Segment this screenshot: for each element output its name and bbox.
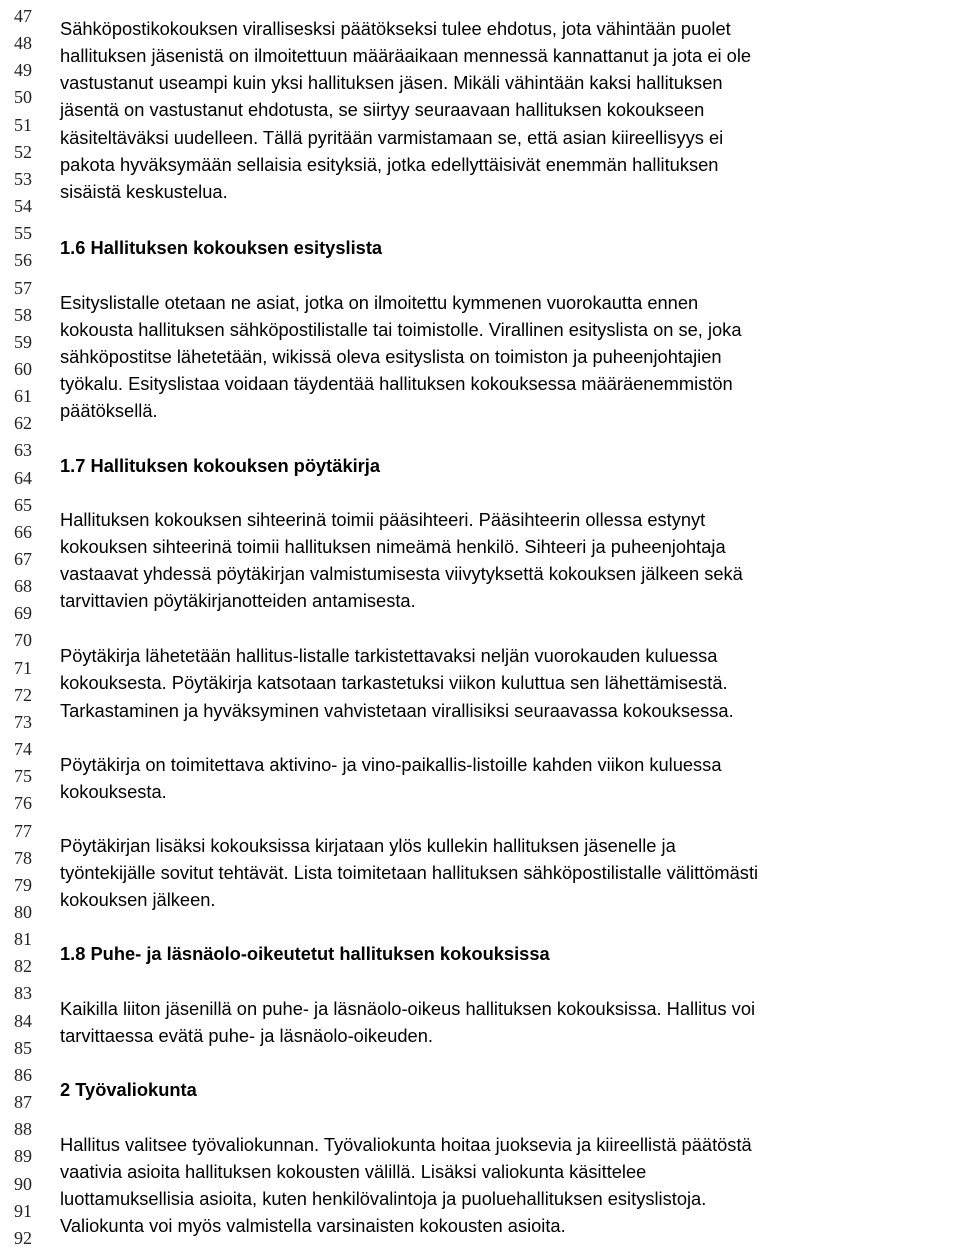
line-number: 73 — [14, 711, 32, 732]
text-line: vaativia asioita hallituksen kokousten välillä. Lisäksi valiokunta käsittelee — [60, 1161, 647, 1182]
line-number: 53 — [14, 168, 32, 189]
line-number: 55 — [14, 223, 32, 244]
line-number: 65 — [14, 494, 32, 515]
text-line: jäsentä on vastustanut ehdotusta, se siirtyy seuraavaan hallituksen kokoukseen — [60, 99, 705, 120]
text-line: Hallituksen kokouksen sihteerinä toimii pääsihteeri. Pääsihteerin ollessa estynyt — [60, 509, 706, 530]
line-number: 66 — [14, 521, 32, 542]
text-line: Pöytäkirja on toimitettava aktivino- ja vino-paikallis-listoille kahden viikon kuluessa — [60, 754, 722, 775]
text-line: kokouksesta. — [60, 781, 167, 802]
line-number: 85 — [14, 1037, 32, 1058]
line-number: 74 — [14, 739, 32, 759]
line-number: 91 — [14, 1200, 32, 1221]
line-number: 52 — [14, 141, 32, 162]
line-number: 92 — [14, 1227, 32, 1248]
line-number: 61 — [14, 386, 32, 407]
line-number: 59 — [14, 331, 32, 352]
text-line: luottamuksellisia asioita, kuten henkilövalintoja ja puoluehallituksen esityslistoja. — [60, 1188, 707, 1209]
line-number: 58 — [14, 304, 32, 325]
line-number: 56 — [14, 250, 32, 271]
line-number: 81 — [14, 929, 32, 950]
line-number: 89 — [14, 1146, 32, 1167]
line-number: 49 — [14, 60, 32, 81]
section-heading: 1.7 Hallituksen kokouksen pöytäkirja — [60, 455, 381, 476]
text-line: Valiokunta voi myös valmistella varsinaisten kokousten asioita. — [60, 1215, 566, 1236]
text-line: päätöksellä. — [60, 400, 158, 421]
text-line: kokouksen jälkeen. — [60, 889, 216, 910]
line-number: 80 — [14, 901, 32, 922]
section-heading: 1.6 Hallituksen kokouksen esityslista — [60, 237, 383, 258]
line-number: 62 — [14, 413, 32, 434]
line-number: 60 — [14, 358, 32, 379]
line-number: 82 — [14, 956, 32, 977]
line-number: 71 — [14, 657, 32, 678]
line-number: 86 — [14, 1064, 32, 1085]
line-number: 54 — [14, 196, 32, 216]
text-line: kokousta hallituksen sähköpostilistalle tai toimistolle. Virallinen esityslista on se, joka — [60, 319, 742, 340]
text-line: tarvittaessa evätä puhe- ja läsnäolo-oikeuden. — [60, 1025, 433, 1046]
line-number: 47 — [14, 6, 32, 26]
text-line: työntekijälle sovitut tehtävät. Lista toimitetaan hallituksen sähköpostilistalle välittömästi — [60, 862, 759, 883]
text-line: Pöytäkirja lähetetään hallitus-listalle tarkistettavaksi neljän vuorokauden kuluessa — [60, 645, 718, 666]
text-line: vastustanut useampi kuin yksi hallituksen jäsen. Mikäli vähintään kaksi hallituksen — [60, 72, 723, 93]
line-number: 76 — [14, 793, 32, 814]
line-number: 88 — [14, 1119, 32, 1140]
line-number: 83 — [14, 983, 32, 1004]
line-number: 79 — [14, 874, 32, 895]
text-line: Hallitus valitsee työvaliokunnan. Työvaliokunta hoitaa juoksevia ja kiireellistä päätöstä — [60, 1134, 752, 1155]
text-line: kokouksen sihteerinä toimii hallituksen nimeämä henkilö. Sihteeri ja puheenjohtaja — [60, 536, 726, 557]
line-number: 50 — [14, 87, 32, 108]
line-number: 51 — [14, 114, 32, 135]
line-number: 90 — [14, 1173, 32, 1194]
line-number: 57 — [14, 277, 32, 298]
line-number: 69 — [14, 603, 32, 624]
line-number: 70 — [14, 630, 32, 651]
section-heading: 2 Työvaliokunta — [60, 1079, 197, 1100]
section-heading: 1.8 Puhe- ja läsnäolo-oikeutetut hallituksen kokouksissa — [60, 943, 550, 964]
line-number: 75 — [14, 766, 32, 787]
line-number: 67 — [14, 549, 32, 569]
line-number: 84 — [14, 1010, 32, 1031]
line-number: 72 — [14, 684, 32, 705]
text-line: tarvittavien pöytäkirjanotteiden antamisesta. — [60, 590, 416, 611]
line-number: 77 — [14, 820, 32, 841]
text-line: kokouksesta. Pöytäkirja katsotaan tarkastetuksi viikon kuluttua sen lähettämisestä. — [60, 672, 728, 693]
text-line: pakota hyväksymään sellaisia esityksiä, jotka edellyttäisivät enemmän hallituksen — [60, 154, 719, 175]
line-number: 78 — [14, 847, 32, 868]
text-line: Esityslistalle otetaan ne asiat, jotka on ilmoitettu kymmenen vuorokautta ennen — [60, 292, 699, 313]
text-line: sisäistä keskustelua. — [60, 181, 228, 202]
text-line: Tarkastaminen ja hyväksyminen vahvistetaan virallisiksi seuraavassa kokouksessa. — [60, 700, 734, 721]
line-number: 64 — [14, 467, 32, 488]
text-line: työkalu. Esityslistaa voidaan täydentää hallituksen kokouksessa määräenemmistön — [60, 373, 733, 394]
line-number: 87 — [14, 1092, 32, 1112]
line-number: 63 — [14, 440, 32, 461]
text-line: käsiteltäväksi uudelleen. Tällä pyritään varmistamaan se, että asian kiireellisyys ei — [60, 127, 724, 148]
text-line: vastaavat yhdessä pöytäkirjan valmistumisesta viivytyksettä kokouksen jälkeen sekä — [60, 563, 743, 584]
text-line: Kaikilla liiton jäsenillä on puhe- ja läsnäolo-oikeus hallituksen kokouksissa. Hallitus voi — [60, 998, 756, 1019]
text-line: Pöytäkirjan lisäksi kokouksissa kirjataan ylös kullekin hallituksen jäsenelle ja — [60, 835, 676, 856]
line-number: 48 — [14, 33, 32, 54]
text-line: hallituksen jäsenistä on ilmoitettuun määräaikaan mennessä kannattanut ja jota ei ole — [60, 45, 752, 66]
text-line: Sähköpostikokouksen virallisesksi päätökseksi tulee ehdotus, jota vähintään puolet — [60, 18, 731, 39]
line-number: 68 — [14, 576, 32, 597]
text-line: sähköpostitse lähetetään, wikissä oleva esityslista on toimiston ja puheenjohtajien — [60, 346, 722, 367]
